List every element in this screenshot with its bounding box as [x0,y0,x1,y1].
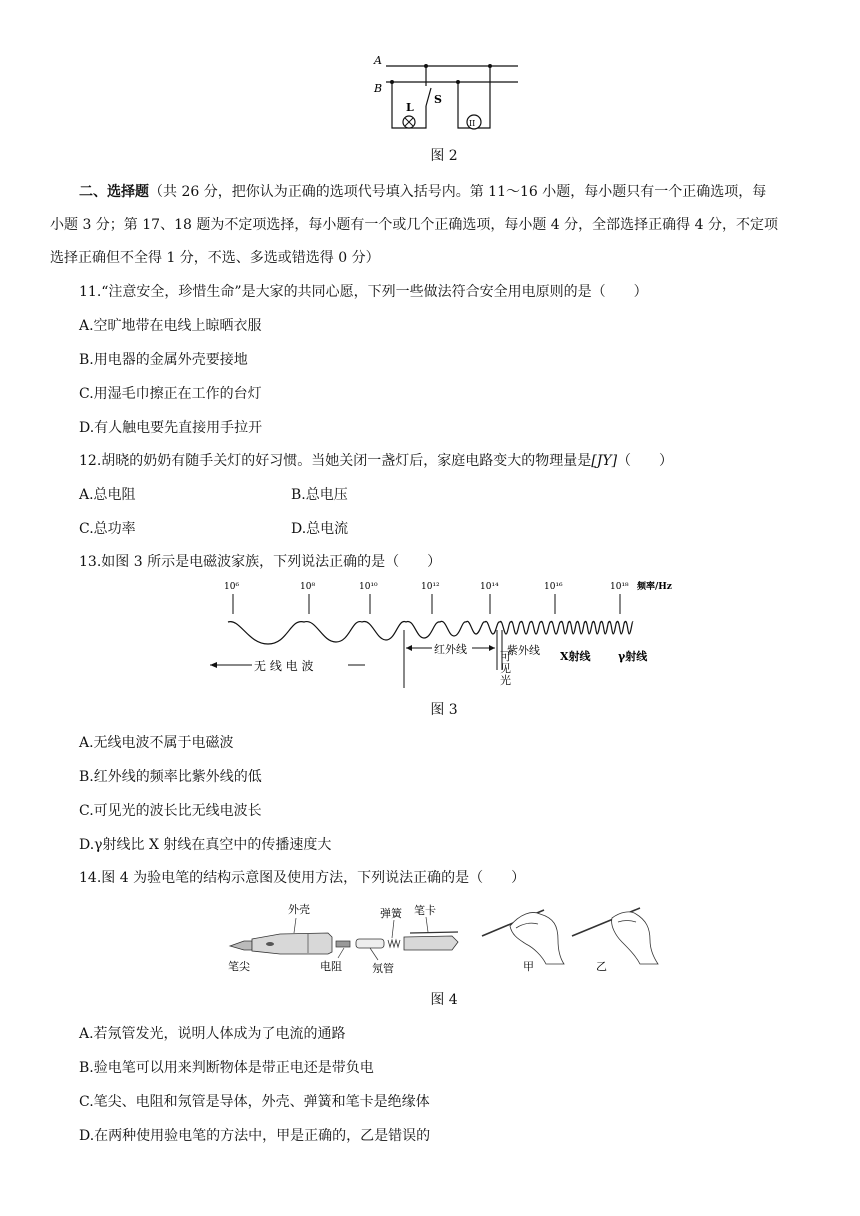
q12-stem-tag: [JY] [591,453,618,469]
socket-label: II [469,119,476,128]
pen-shell-icon [252,933,332,954]
q13-option-a: A.无线电波不属于电磁波 [79,735,234,751]
figure-3-caption: 图 3 [430,702,458,718]
shell-label: 外壳 [288,903,310,916]
figure-4-test-pen [220,900,670,982]
switch-s [426,88,431,106]
section-2-line-1 [79,182,766,202]
freq-axis-label: 频率/Hz [637,582,672,592]
radio-wave-text: 无 线 电 波 [254,659,314,673]
xray-label: X射线 [560,650,591,663]
q12-option-a: A.总电阻 [79,487,136,503]
q13-option-c: C.可见光的波长比无线电波长 [79,803,262,819]
section-2-heading: 二、选择题 [79,184,149,200]
q14-option-d: D.在两种使用验电笔的方法中，甲是正确的，乙是错误的 [79,1128,431,1144]
tip-label: 笔尖 [228,960,250,973]
q14-option-c: C.笔尖、电阻和氖管是导体，外壳、弹簧和笔卡是绝缘体 [79,1094,430,1110]
uv-label: 紫外线 [507,644,540,657]
section-2-line-2: 小题 3 分；第 17、18 题为不定项选择，每小题有一个或几个正确选项，每小题 4 分，全部选择正确得 4 分，不定项 [50,217,778,233]
tick-label-1e16: 10¹⁶ [544,582,563,592]
hand-jia-icon [482,910,564,964]
figure-2-circuit [368,50,520,134]
tick-label-1e12: 10¹² [421,582,440,592]
label-b: B [374,82,383,95]
label-l: L [406,101,414,114]
yi-label: 乙 [596,960,607,973]
q14-option-b: B.验电笔可以用来判断物体是带正电还是带负电 [79,1060,374,1076]
q12-option-c: C.总功率 [79,521,136,537]
figure-2-caption: 图 2 [430,148,458,164]
hand-yi-icon [572,908,658,964]
q13-option-b: B.红外线的频率比紫外线的低 [79,769,262,785]
label-s: S [434,93,442,106]
visible-label-3: 光 [500,674,511,687]
label-a: A [374,54,382,67]
wave-curve [228,621,633,644]
q14-stem: 14.图 4 为验电笔的结构示意图及使用方法，下列说法正确的是（ ） [79,870,526,886]
visible-label-2: 见 [500,662,511,675]
infrared-label: 红外线 [434,643,467,656]
q11-option-d: D.有人触电要先直接用手拉开 [79,420,263,436]
q12-stem-paren: （ ） [617,453,674,469]
tick-label-1e14: 10¹⁴ [480,582,499,592]
figure-4-caption: 图 4 [430,992,458,1008]
clip-label: 笔卡 [414,904,436,917]
q12-stem-text: 12.胡晓的奶奶有随手关灯的好习惯。当她关闭一盏灯后，家庭电路变大的物理量是 [79,453,592,469]
q13-option-d: D.γ射线比 X 射线在真空中的传播速度大 [79,837,332,853]
section-2-instructions-1: （共 26 分，把你认为正确的选项代号填入括号内。第 11～16 小题，每小题只有一个正确选项，每 [149,184,767,200]
q12-stem [79,451,673,471]
tick-label-1e6: 10⁶ [224,582,240,592]
tick-label-1e8: 10⁸ [300,582,316,592]
resistor-icon [336,941,350,947]
neon-tube-icon [356,939,384,948]
spring-icon [388,940,400,947]
spring-label: 弹簧 [380,907,402,920]
q11-option-c: C.用湿毛巾擦正在工作的台灯 [79,386,262,402]
gamma-label: γ射线 [618,650,648,663]
q11-option-a: A.空旷地带在电线上晾晒衣服 [79,318,262,334]
q12-option-b: B.总电压 [291,487,348,503]
q14-option-a: A.若氖管发光，说明人体成为了电流的通路 [79,1026,346,1042]
q11-option-b: B.用电器的金属外壳要接地 [79,352,248,368]
jia-label: 甲 [523,960,534,973]
pen-cap-icon [404,936,458,950]
tick-label-1e10: 10¹⁰ [359,582,378,592]
section-2-line-3: 选择正确但不全得 1 分，不选、多选或错选得 0 分） [50,250,380,266]
q13-stem: 13.如图 3 所示是电磁波家族，下列说法正确的是（ ） [79,554,442,570]
neon-label: 氖管 [372,962,394,975]
resistor-label: 电阻 [320,960,342,973]
q12-option-d: D.总电流 [291,521,349,537]
q11-stem: 11.“注意安全，珍惜生命”是大家的共同心愿，下列一些做法符合安全用电原则的是（ ） [79,284,648,300]
tick-label-1e18: 10¹⁸ [610,582,629,592]
figure-3-em-spectrum [200,574,680,694]
visible-label-1: 可 [500,650,511,663]
pen-tip-icon [230,941,252,950]
